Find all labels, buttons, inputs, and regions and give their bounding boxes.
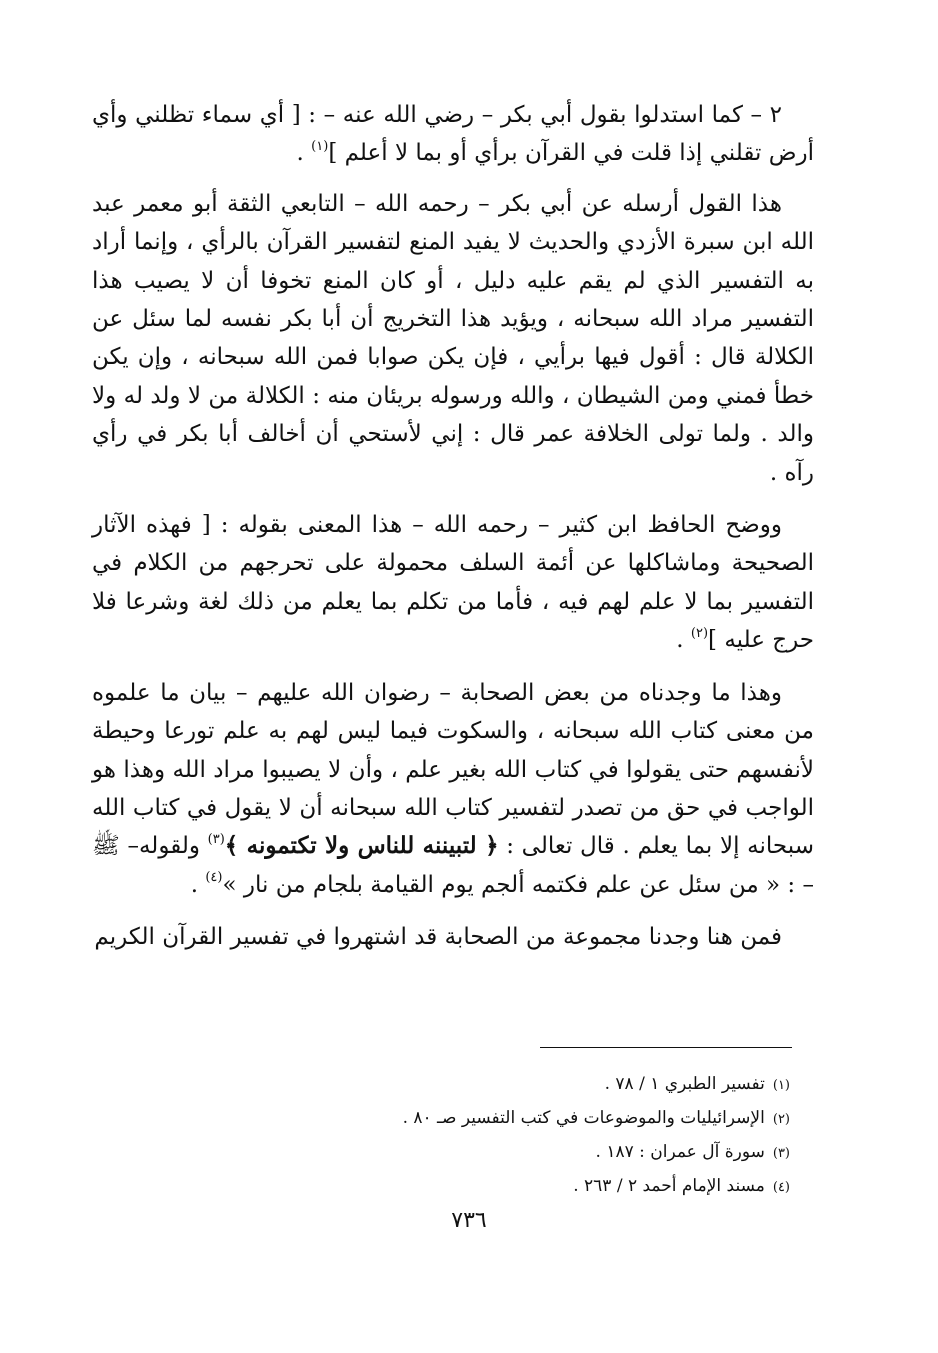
paragraph-4	[92, 674, 814, 904]
main-text	[92, 96, 814, 971]
page-number: ٧٣٦	[451, 1208, 487, 1233]
footnote-ref-3: (٣)	[207, 831, 225, 847]
footnote-1	[270, 1068, 790, 1102]
paragraph-3-text: ووضح الحافظ ابن كثير – رحمه الله – هذا المعنى بقوله : [ فهذه الآثار الصحيحة وماشاكلها عن أئمة السلف محمولة على تحرجهم من الكلام في التفسير بما لا علم لهم فيه ، فأما من تكلم بما يعلم من ذلك لغة وشرعا فلا حرج عليه ]	[92, 512, 814, 654]
paragraph-3	[92, 506, 814, 660]
footnote-text: الإسرائيليات والموضوعات في كتب التفسير صـ ٨٠ .	[402, 1108, 765, 1128]
footnote-number: (١)	[772, 1078, 790, 1093]
footnote-4	[270, 1170, 790, 1204]
footnote-text: تفسير الطبري ١ / ٧٨ .	[604, 1074, 765, 1094]
paragraph-1-text: ٢ – كما استدلوا بقول أبي بكر – رضي الله عنه – : [ أي سماء تظلني وأي أرض تقلني إذا قلت في القرآن برأي أو بما لا أعلم ]	[92, 102, 814, 167]
footnote-divider	[540, 1047, 792, 1048]
footnote-text: مسند الإمام أحمد ٢ / ٢٦٣ .	[573, 1176, 765, 1196]
footnotes	[270, 1068, 790, 1204]
footnote-3	[270, 1136, 790, 1170]
paragraph-5	[92, 918, 814, 956]
paragraph-4-text-a: وهذا ما وجدناه من بعض الصحابة – رضوان الله عليهم – بيان ما علموه من معنى كتاب الله سبحانه ، والسكوت فيما ليس لهم به علم تورعا وحيطة لأنفسهم حتى يقولوا في كتاب الله بغير علم ، وأن لا يصيبوا مراد الله وهذا هو الواجب في حق من تصدر لتفسير كتاب الله سبحانه أن لا يقول في كتاب الله سبحانه إلا بما يعلم . قال تعالى :	[92, 679, 814, 860]
paragraph-2-text: هذا القول أرسله عن أبي بكر – رحمه الله – التابعي الثقة أبو معمر عبد الله ابن سبرة الأزدي والحديث لا يفيد المنع لتفسير القرآن بالرأي ، وإنما أراد به التفسير الذي لم يقم عليه دليل ، أو كان المنع تخوفا أن لا يصيب هذا التفسير مراد الله سبحانه ، ويؤيد هذا التخريج أن أبا بكر نفسه لما سئل عن الكلالة قال : أقول فيها برأيي ، فإن يكن صوابا فمن الله سبحانه ، وإن يكن خطأ فمني ومن الشيطان ، والله ورسوله بريئان منه : الكلالة من لا ولد له ولا والد . ولما تولى الخلافة عمر قال : إني لأستحي أن أخالف أبا بكر في رأي رآه .	[92, 190, 814, 486]
paragraph-3-tail: .	[676, 627, 691, 654]
footnote-number: (٤)	[772, 1180, 790, 1195]
footnote-text: سورة آل عمران : ١٨٧ .	[595, 1142, 765, 1162]
footnote-number: (٢)	[772, 1112, 790, 1127]
paragraph-4-tail: .	[190, 871, 206, 898]
footnote-ref-1: (١)	[311, 138, 329, 154]
paragraph-5-text: فمن هنا وجدنا مجموعة من الصحابة قد اشتهروا في تفسير القرآن الكريم	[94, 924, 782, 951]
footnote-ref-4: (٤)	[205, 870, 223, 886]
paragraph-1-tail: .	[296, 140, 312, 167]
paragraph-2	[92, 185, 814, 492]
footnote-2	[270, 1102, 790, 1136]
paragraph-1	[92, 96, 814, 173]
footnote-number: (٣)	[772, 1146, 790, 1161]
footnote-ref-2: (٢)	[690, 625, 709, 641]
quran-verse: ﴿ لتبيننه للناس ولا تكتمونه ﴾	[224, 832, 499, 860]
paragraph-4-text-b: ولقوله– ﷺ – : « من سئل عن علم فكتمه ألجم يوم القيامة بلجام من نار »	[92, 833, 814, 898]
